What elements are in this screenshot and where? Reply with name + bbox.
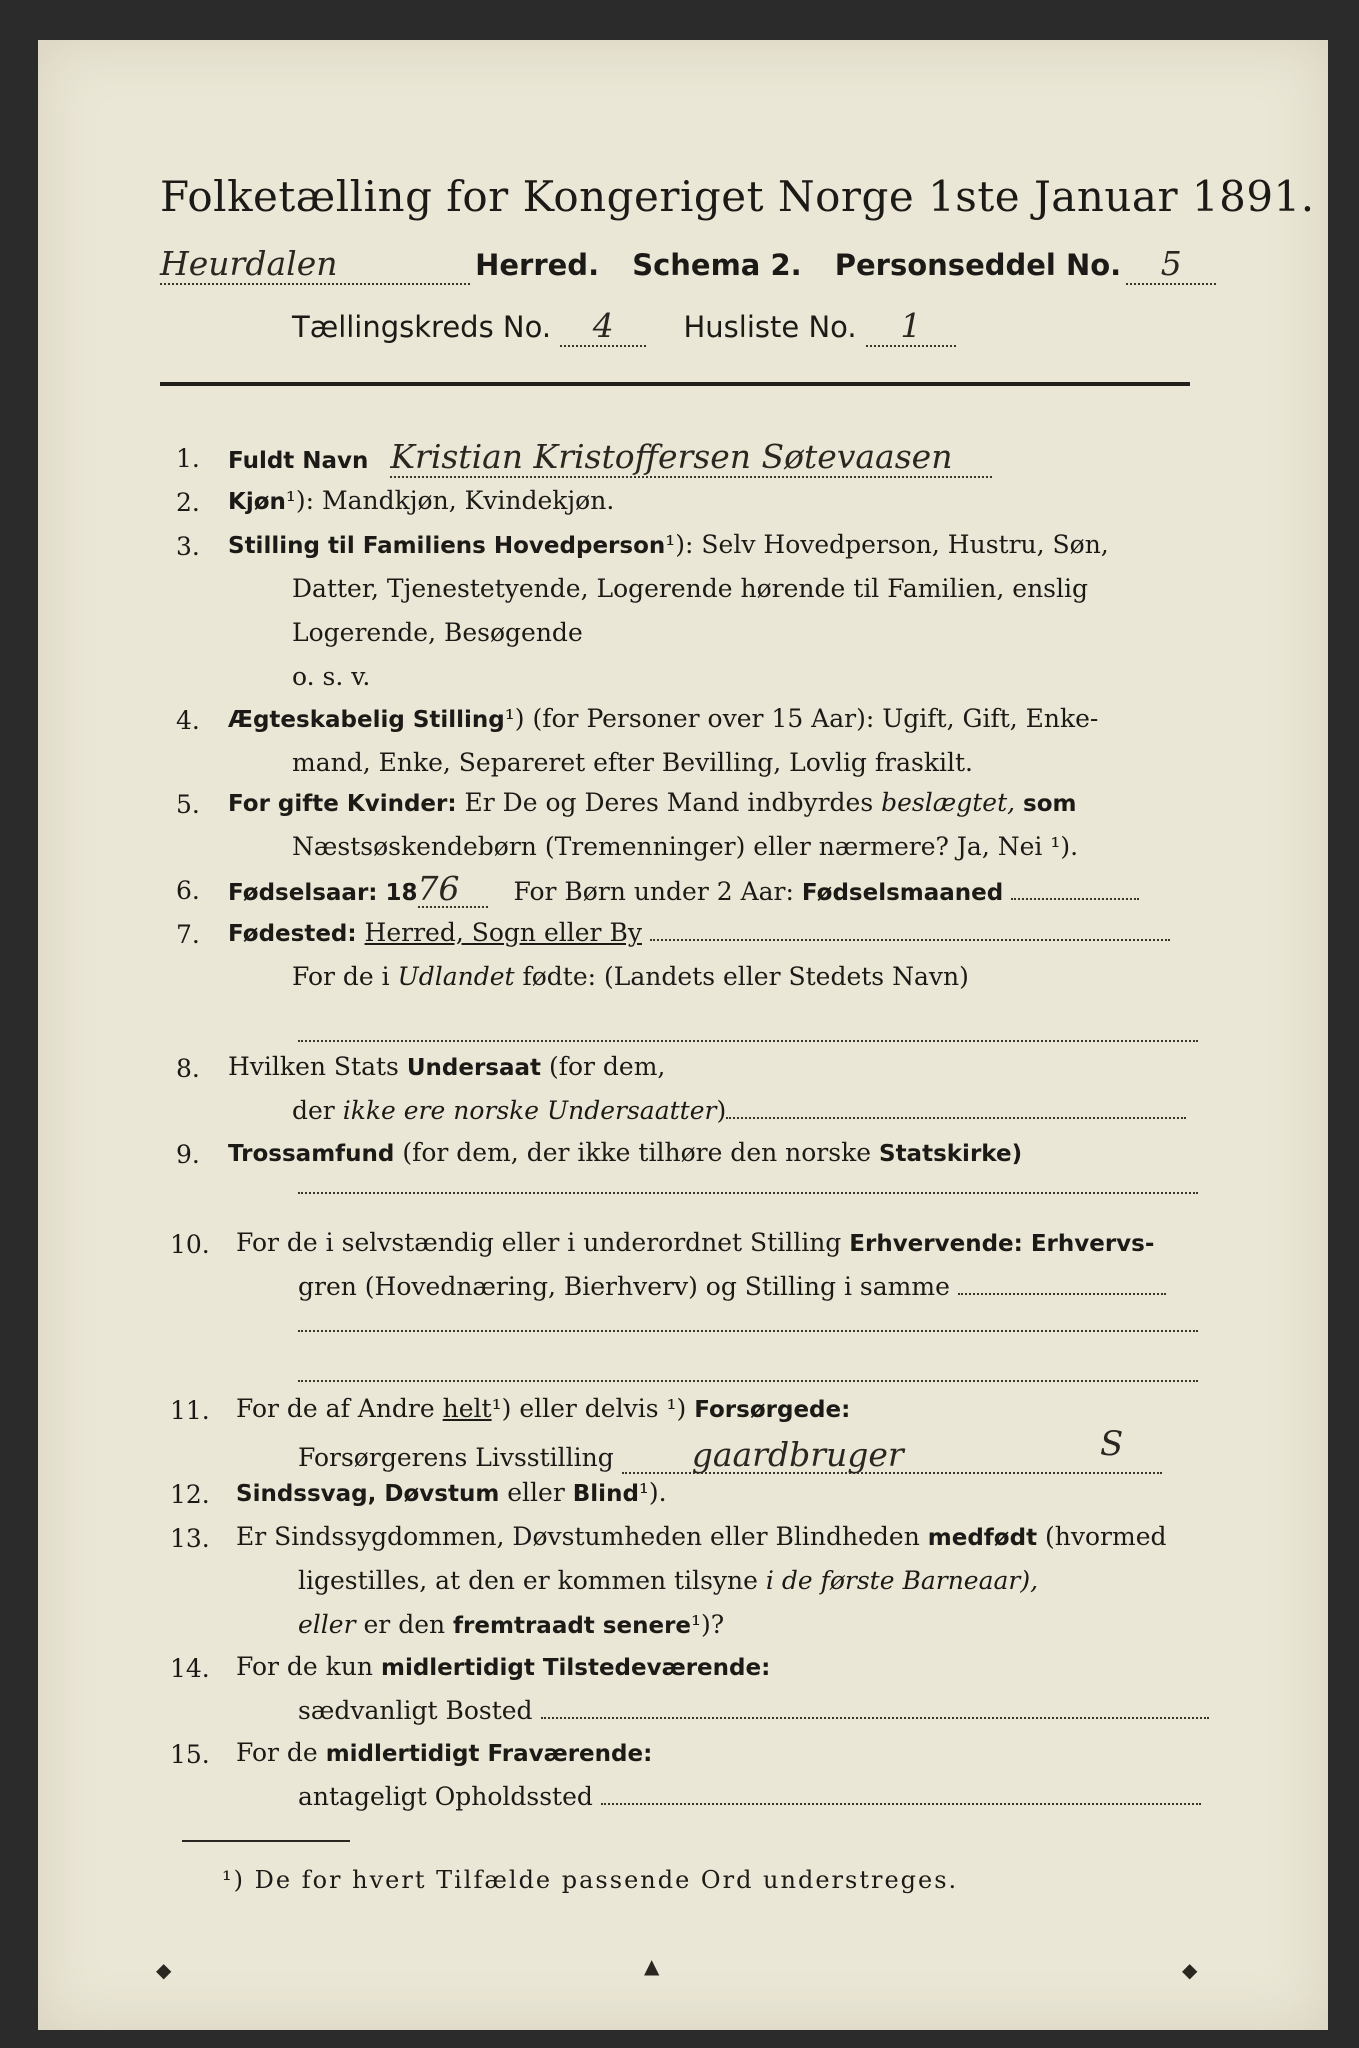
supported-text: For de af Andre <box>236 1394 435 1423</box>
probable-whereabouts-field <box>601 1803 1201 1805</box>
item-number-7: 7. <box>176 920 200 949</box>
supported-text-underlined: helt <box>442 1394 492 1423</box>
congenital-line3-end: ¹)? <box>691 1610 725 1639</box>
item-number-8: 8. <box>176 1054 200 1083</box>
disability-label: Sindssvag, Døvstum <box>236 1481 500 1507</box>
disability-text: eller <box>507 1478 565 1507</box>
usual-residence-label: sædvanligt Bosted <box>298 1696 533 1725</box>
footnote-rule <box>182 1840 350 1842</box>
item-number-10: 10. <box>170 1230 210 1259</box>
occupation-text-end: Erhvervs- <box>1030 1231 1155 1257</box>
item-number-15: 15. <box>170 1740 210 1769</box>
personseddel-label: Personseddel No. <box>834 248 1122 282</box>
birth-month-label: Fødselsmaaned <box>801 880 1004 906</box>
occupation-label: Erhvervende: <box>849 1231 1023 1257</box>
occupation-line2 <box>298 1270 1166 1304</box>
sex-options: ¹): Mandkjøn, Kvindekjøn. <box>285 486 615 515</box>
married-women-label: For gifte Kvinder: <box>228 791 457 817</box>
item-family-position <box>228 528 1109 563</box>
disability-label2: Blind <box>572 1481 639 1507</box>
personseddel-value: 5 <box>1126 244 1216 285</box>
religion-text: (for dem, der ikke tilhøre den norske <box>402 1138 872 1167</box>
birthplace-label: Fødested: <box>228 921 357 947</box>
citizenship-text-end: (for dem, <box>548 1052 666 1081</box>
temporary-absent-label: midlertidigt Fraværende: <box>325 1741 653 1767</box>
birthplace-abroad-line <box>298 1040 1198 1042</box>
disability-text-end: ¹). <box>638 1478 667 1507</box>
husliste-value: 1 <box>866 306 956 347</box>
kreds-value: 4 <box>560 306 646 347</box>
birth-year-text: For Børn under 2 Aar: <box>513 877 794 906</box>
supporter-occupation-label: Forsørgerens Livsstilling <box>298 1443 614 1472</box>
congenital-label: medfødt <box>927 1525 1038 1551</box>
congenital-line3-italic: eller <box>298 1610 356 1639</box>
usual-residence-field <box>541 1717 1209 1719</box>
congenital-text: Er Sindssygdommen, Døvstumheden eller Blindheden <box>236 1522 920 1551</box>
citizenship-text: Hvilken Stats <box>228 1052 399 1081</box>
family-position-line2: Datter, Tjenestetyende, Logerende hørende til Familien, enslig <box>292 574 1089 603</box>
footnote: ¹) De for hvert Tilfælde passende Ord understreges. <box>222 1866 959 1894</box>
herred-line <box>160 244 1216 285</box>
supported-text-b: ¹) eller delvis ¹) <box>491 1394 687 1423</box>
item-number-11: 11. <box>170 1396 210 1425</box>
temporary-present-text: For de kun <box>236 1652 374 1681</box>
citizenship-field <box>726 1117 1186 1119</box>
binding-mark-right: ◆ <box>1182 1958 1198 1982</box>
temporary-present-label: midlertidigt Tilstedeværende: <box>380 1655 771 1681</box>
married-women-text: Er De og Deres Mand indbyrdes <box>464 788 874 817</box>
married-women-text-end: som <box>1023 791 1077 817</box>
header-rule <box>160 382 1190 386</box>
birthplace-abroad-b: fødte: (Landets eller Stedets Navn) <box>522 962 969 991</box>
item-citizenship <box>228 1050 665 1085</box>
probable-whereabouts-label: antageligt Opholdssted <box>298 1782 593 1811</box>
birthplace-field <box>650 939 1170 941</box>
supporter-occupation-value: gaardbruger <box>622 1438 1162 1474</box>
birthplace-abroad <box>292 960 969 994</box>
family-position-line4: o. s. v. <box>292 662 371 691</box>
kreds-label: Tællingskreds No. <box>292 310 552 344</box>
item-temporary-present <box>236 1650 770 1685</box>
temporary-present-line2 <box>298 1694 1209 1728</box>
item-sex <box>228 484 614 519</box>
item-number-14: 14. <box>170 1654 210 1683</box>
temporary-absent-text: For de <box>236 1738 318 1767</box>
marital-status-line2: mand, Enke, Separeret efter Bevilling, Lovlig fraskilt. <box>292 748 973 777</box>
occupation-field <box>958 1293 1166 1295</box>
married-women-line2: Næstsøskendebørn (Tremenninger) eller nærmere? Ja, Nei ¹). <box>292 832 1079 861</box>
temporary-absent-line2 <box>298 1780 1201 1814</box>
congenital-line2-a: ligestilles, at den er kommen tilsyne <box>298 1566 758 1595</box>
husliste-label: Husliste No. <box>683 310 857 344</box>
item-birthplace <box>228 916 1170 951</box>
citizenship-line2-italic: ikke ere norske Undersaatter <box>342 1096 717 1125</box>
supported-line2 <box>298 1435 1162 1475</box>
birth-year-label: Fødselsaar: 18 <box>228 880 418 906</box>
item-number-1: 1. <box>176 444 200 473</box>
supported-label: Forsørgede: <box>694 1397 851 1423</box>
birth-year-value: 76 <box>418 872 488 908</box>
marital-status-options: ¹) (for Personer over 15 Aar): Ugift, Gift, Enke- <box>504 704 1099 733</box>
item-number-13: 13. <box>170 1524 210 1553</box>
form-title: Folketælling for Kongeriget Norge 1ste Januar 1891. <box>160 172 1315 221</box>
binding-mark-left: ◆ <box>156 1958 172 1982</box>
item-temporary-absent <box>236 1736 652 1771</box>
citizenship-line2-a: der <box>292 1096 335 1125</box>
marital-status-label: Ægteskabelig Stilling <box>228 707 505 733</box>
full-name-value: Kristian Kristoffersen Søtevaasen <box>390 437 992 478</box>
congenital-text-end: (hvormed <box>1045 1522 1167 1551</box>
occupation-line2-text: gren (Hovednæring, Bierhverv) og Stilling i samme <box>298 1272 950 1301</box>
occupation-line3 <box>298 1330 1198 1332</box>
birthplace-abroad-italic: Udlandet <box>397 962 515 991</box>
married-women-text-italic: beslægtet, <box>881 788 1016 817</box>
item-religion <box>228 1136 1022 1171</box>
sex-label: Kjøn <box>228 489 286 515</box>
supporter-occupation-mark: S <box>1100 1424 1124 1464</box>
religion-label: Trossamfund <box>228 1141 395 1167</box>
birthplace-abroad-a: For de i <box>292 962 390 991</box>
birth-month-field <box>1011 898 1139 900</box>
schema-label: Schema 2. <box>632 248 802 282</box>
congenital-line3 <box>298 1608 724 1643</box>
citizenship-line2: der ikke ere norske Undersaatter) <box>292 1094 1186 1128</box>
full-name-label: Fuldt Navn <box>228 448 369 474</box>
family-position-label: Stilling til Familiens Hovedperson <box>228 533 666 559</box>
citizenship-label: Undersaat <box>406 1055 542 1081</box>
item-number-4: 4. <box>176 706 200 735</box>
congenital-line2-italic: i de første Barneaar), <box>765 1566 1039 1595</box>
item-disability <box>236 1476 667 1511</box>
occupation-text: For de i selvstændig eller i underordnet Stilling <box>236 1228 842 1257</box>
item-full-name <box>228 437 992 478</box>
item-number-6: 6. <box>176 876 200 905</box>
herred-label: Herred. <box>475 248 600 282</box>
item-number-12: 12. <box>170 1480 210 1509</box>
item-occupation <box>236 1226 1154 1261</box>
item-supported <box>236 1392 850 1427</box>
family-position-line3: Logerende, Besøgende <box>292 618 583 647</box>
item-marital-status <box>228 702 1098 737</box>
family-position-options: ¹): Selv Hovedperson, Hustru, Søn, <box>665 530 1109 559</box>
occupation-line4 <box>298 1380 1198 1382</box>
religion-line <box>298 1192 1198 1194</box>
item-number-5: 5. <box>176 790 200 819</box>
birthplace-options: Herred, Sogn eller By <box>364 918 642 947</box>
congenital-line2 <box>298 1564 1038 1598</box>
binding-mark-center: ▲ <box>644 1954 660 1978</box>
item-congenital <box>236 1520 1167 1555</box>
item-number-2: 2. <box>176 488 200 517</box>
item-number-9: 9. <box>176 1140 200 1169</box>
kreds-line <box>292 306 956 347</box>
item-married-women <box>228 786 1077 821</box>
item-number-3: 3. <box>176 532 200 561</box>
religion-text-end: Statskirke) <box>879 1141 1023 1167</box>
congenital-line3-a: er den <box>363 1610 446 1639</box>
herred-value: Heurdalen <box>160 244 470 285</box>
congenital-line3-label: fremtraadt senere <box>453 1613 692 1639</box>
item-birth-year <box>228 869 1139 910</box>
